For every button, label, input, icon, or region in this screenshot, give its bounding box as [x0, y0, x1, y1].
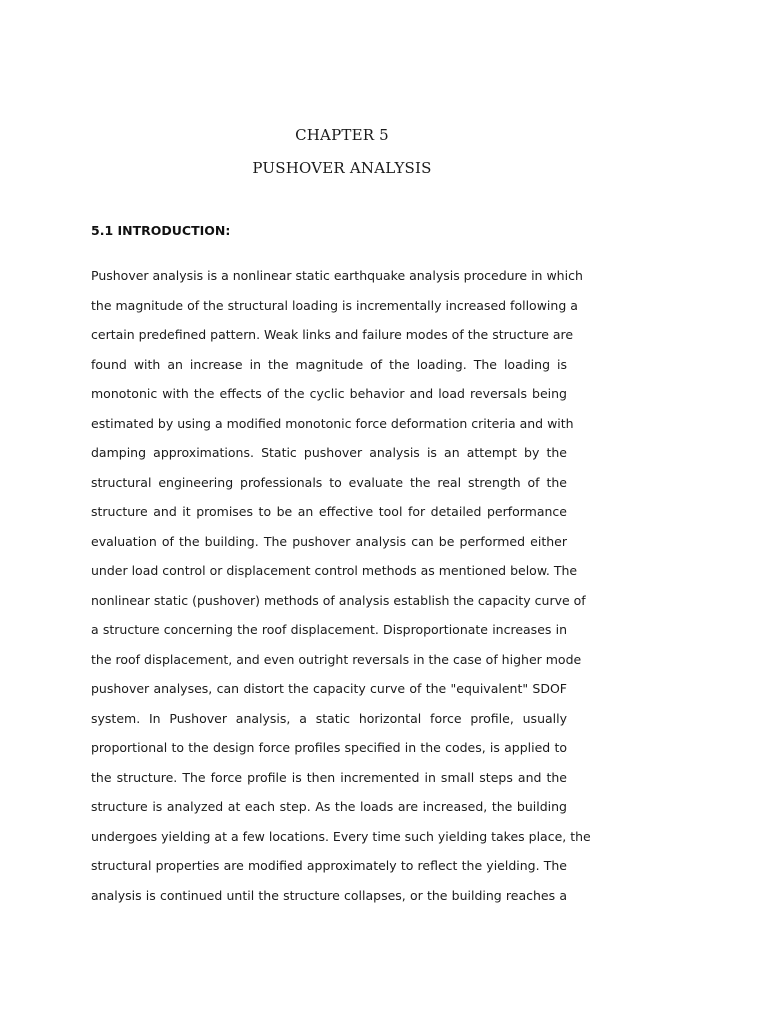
chapter-title: PUSHOVER ANALYSIS [252, 159, 432, 177]
paragraph-line: system. In Pushover analysis, a static horizontal force profile, usually [91, 710, 567, 726]
paragraph-line: found with an increase in the magnitude of the loading. The loading is [91, 356, 567, 372]
paragraph-line: estimated by using a modified monotonic force deformation criteria and with [91, 415, 574, 431]
paragraph-line: structural engineering professionals to evaluate the real strength of the [91, 474, 567, 490]
paragraph-line: under load control or displacement control methods as mentioned below. The [91, 563, 578, 578]
paragraph-line: damping approximations. Static pushover analysis is an attempt by the [91, 445, 567, 460]
paragraph-line: the structure. The force profile is then incremented in small steps and the [91, 769, 567, 785]
paragraph-line: evaluation of the building. The pushover analysis can be performed either [91, 533, 567, 549]
chapter-number: CHAPTER 5 [295, 126, 389, 144]
paragraph-line: undergoes yielding at a few locations. Every time such yielding takes place, the [91, 828, 591, 844]
paragraph-line: pushover analyses, can distort the capacity curve of the "equivalent" SDOF [91, 681, 567, 696]
paragraph-line: structure and it promises to be an effective tool for detailed performance [91, 504, 567, 519]
paragraph-line: analysis is continued until the structure collapses, or the building reaches a [91, 887, 567, 903]
paragraph-line: nonlinear static (pushover) methods of analysis establish the capacity curve of [91, 592, 586, 608]
paragraph-line: a structure concerning the roof displacement. Disproportionate increases in [91, 622, 567, 637]
paragraph-line: Pushover analysis is a nonlinear static earthquake analysis procedure in which [91, 268, 583, 283]
paragraph-line: proportional to the design force profiles specified in the codes, is applied to [91, 740, 567, 755]
paragraph-line: monotonic with the effects of the cyclic behavior and load reversals being [91, 386, 567, 401]
paragraph-line: the roof displacement, and even outright reversals in the case of higher mode [91, 651, 582, 667]
body-paragraph [91, 261, 591, 910]
paragraph-line: certain predefined pattern. Weak links and failure modes of the structure are [91, 327, 574, 342]
paragraph-line: structure is analyzed at each step. As the loads are increased, the building [91, 799, 567, 814]
paragraph-line: the magnitude of the structural loading is incrementally increased following a [91, 297, 578, 313]
paragraph-line: structural properties are modified approximately to reflect the yielding. The [91, 858, 567, 873]
section-heading: 5.1 INTRODUCTION: [91, 223, 231, 238]
